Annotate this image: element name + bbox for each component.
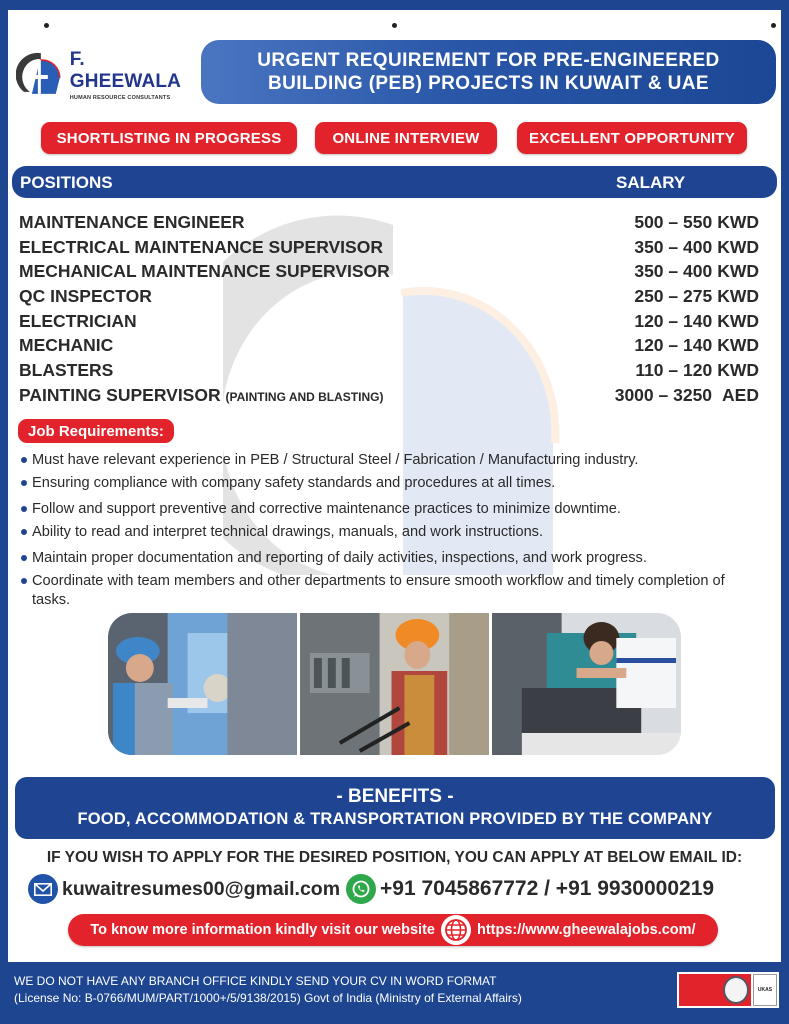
position-name: ELECTRICAL MAINTENANCE SUPERVISOR	[19, 236, 383, 257]
title-line-1: URGENT REQUIREMENT FOR PRE-ENGINEERED	[257, 50, 720, 71]
benefits-title: - BENEFITS -	[336, 786, 454, 807]
salary-range: 120 – 140	[634, 310, 713, 331]
requirements-list	[20, 451, 775, 614]
website-link[interactable]: https://www.gheewalajobs.com/	[476, 922, 696, 938]
company-name: F. GHEEWALA	[69, 49, 182, 92]
pin-dot	[44, 23, 49, 28]
currency: KWD	[717, 310, 759, 331]
column-header-positions: POSITIONS	[20, 173, 113, 192]
globe-icon	[441, 915, 471, 945]
currency: KWD	[717, 285, 759, 306]
badge-excellent-opportunity: EXCELLENT OPPORTUNITY	[517, 122, 747, 154]
website-banner	[68, 914, 718, 946]
website-prompt: To know more information kindly visit our website	[90, 922, 435, 938]
phone-numbers[interactable]: +91 7045867772 / +91 9930000219	[380, 877, 715, 900]
position-name: ELECTRICIAN	[19, 310, 137, 331]
currency: AED	[722, 384, 759, 405]
list-item: Must have relevant experience in PEB / Structural Steel / Fabrication / Manufacturing industry.	[20, 451, 775, 470]
apply-instruction: IF YOU WISH TO APPLY FOR THE DESIRED POSITION, YOU CAN APPLY AT BELOW EMAIL ID:	[46, 849, 743, 866]
badge-online-interview: ONLINE INTERVIEW	[315, 122, 497, 154]
license-info: (License No: B-0766/MUM/PART/1000+/5/9138/2015) Govt of India (Ministry of External Affairs)	[14, 991, 522, 1005]
salary-range: 350 – 400	[634, 261, 713, 282]
salary-range: 250 – 275	[634, 285, 713, 306]
list-item: Maintain proper documentation and reporting of daily activities, inspections, and work progress.	[20, 549, 775, 568]
list-item: Follow and support preventive and corrective maintenance practices to minimize downtime.	[20, 500, 775, 519]
benefits-text: FOOD, ACCOMMODATION & TRANSPORTATION PROVIDED BY THE COMPANY	[77, 810, 713, 828]
email-link[interactable]: kuwaitresumes00@gmail.com	[62, 877, 341, 900]
job-requirements-label: Job Requirements:	[18, 419, 174, 443]
list-item: Ensuring compliance with company safety standards and procedures at all times.	[20, 474, 775, 493]
ukas-icon: UKAS	[753, 974, 777, 1006]
salary-range: 120 – 140	[634, 335, 713, 356]
bureau-veritas-icon	[679, 974, 751, 1006]
pin-dot	[771, 23, 776, 28]
table-row	[19, 235, 759, 260]
table-row	[19, 309, 759, 334]
position-name: MECHANIC	[19, 335, 114, 356]
page-title	[201, 40, 776, 104]
gheewala-logo-icon	[16, 50, 66, 100]
email-icon	[28, 874, 58, 904]
position-name: PAINTING SUPERVISOR	[19, 384, 221, 405]
electrician-photo	[300, 613, 489, 755]
list-item: Ability to read and interpret technical drawings, manuals, and work instructions.	[20, 523, 775, 542]
positions-table-header	[12, 166, 777, 198]
table-row	[19, 259, 759, 284]
column-header-salary: SALARY	[616, 173, 686, 192]
photo-strip	[108, 613, 681, 755]
whatsapp-icon	[346, 874, 376, 904]
currency: KWD	[717, 211, 759, 232]
positions-table	[19, 210, 759, 408]
company-logo	[16, 45, 201, 105]
table-row	[19, 210, 759, 235]
position-name: MAINTENANCE ENGINEER	[19, 211, 245, 232]
title-line-2: BUILDING (PEB) PROJECTS IN KUWAIT & UAE	[267, 73, 709, 94]
footer-notice: WE DO NOT HAVE ANY BRANCH OFFICE KINDLY SEND YOUR CV IN WORD FORMAT	[14, 974, 497, 988]
currency: KWD	[717, 236, 759, 257]
mechanic-photo	[492, 613, 681, 755]
certification-badges	[677, 972, 779, 1008]
machinist-photo	[108, 613, 297, 755]
currency: KWD	[717, 359, 759, 380]
contact-info	[28, 873, 768, 905]
list-item: Coordinate with team members and other departments to ensure smooth workflow and timely completion of tasks.	[20, 572, 765, 610]
salary-range: 3000 – 3250	[614, 384, 713, 405]
table-row	[19, 333, 759, 358]
benefits-banner	[15, 777, 775, 839]
salary-range: 350 – 400	[634, 236, 713, 257]
table-row	[19, 358, 759, 383]
position-name: BLASTERS	[19, 359, 114, 380]
salary-range: 110 – 120	[635, 359, 713, 380]
salary-range: 500 – 550	[634, 211, 713, 232]
badge-shortlisting: SHORTLISTING IN PROGRESS	[41, 122, 297, 154]
position-note: (PAINTING AND BLASTING)	[225, 389, 384, 404]
table-row	[19, 383, 759, 408]
company-tagline: HUMAN RESOURCE CONSULTANTS	[69, 95, 171, 101]
poster	[8, 10, 781, 962]
pin-dot	[392, 23, 397, 28]
currency: KWD	[717, 335, 759, 356]
table-row	[19, 284, 759, 309]
position-name: QC INSPECTOR	[19, 285, 152, 306]
currency: KWD	[717, 261, 759, 282]
position-name: MECHANICAL MAINTENANCE SUPERVISOR	[19, 261, 390, 282]
footer	[0, 962, 789, 1024]
